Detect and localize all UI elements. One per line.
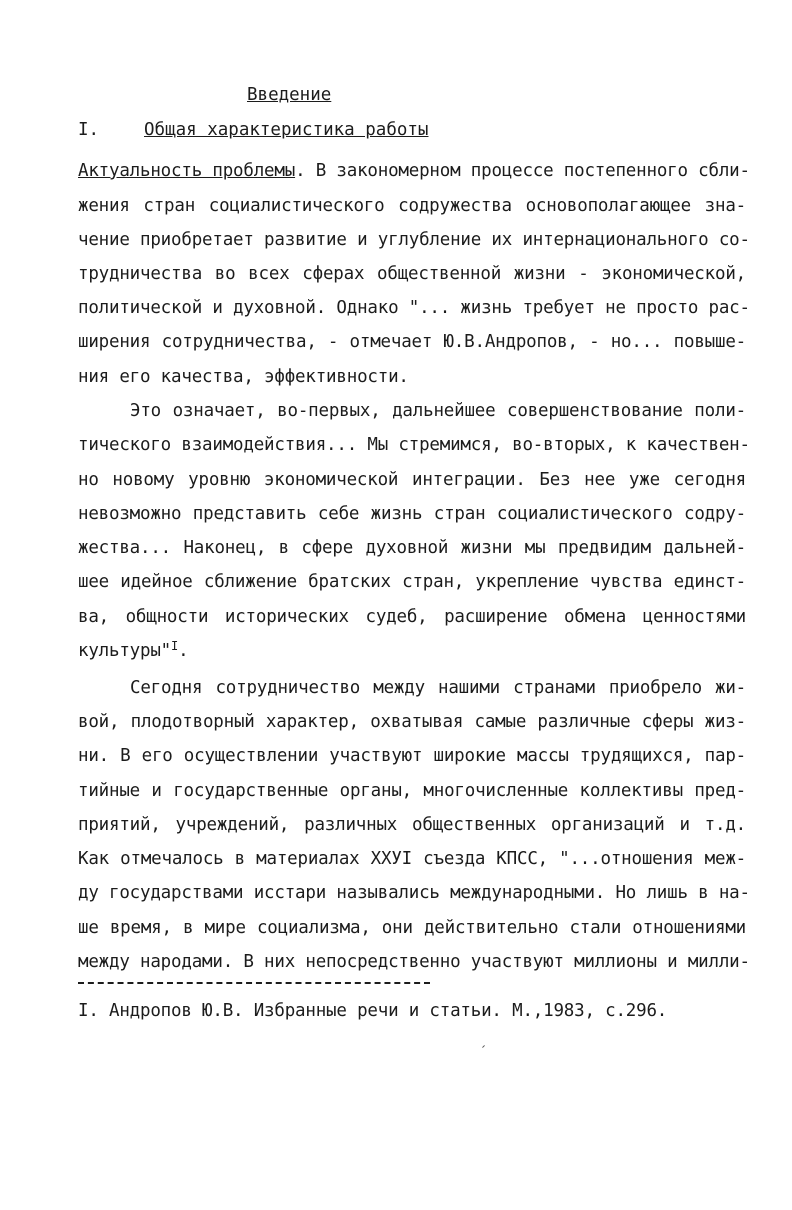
page-heading: Введение — [247, 85, 332, 105]
paragraph-2-line-4: невозможно представить себе жизнь стран социалистического содру- — [78, 504, 746, 524]
paragraph-2-line-8-end: . — [178, 641, 189, 661]
paragraph-2-line-5: жества... Наконец, в сфере духовной жизни мы предвидим дальней- — [78, 538, 746, 558]
paragraph-3-line-6: Как отмечалось в материалах XXУI съезда КПСС, "...отношения меж- — [78, 849, 746, 869]
paragraph-2-line-8-text: культуры" — [78, 641, 172, 661]
paragraph-3-line-4: тийные и государственные органы, многочисленные коллективы пред- — [78, 781, 746, 801]
paragraph-1-line-1 — [78, 160, 750, 182]
paragraph-1-line-4: трудничества во всех сферах общественной жизни - экономической, — [78, 264, 746, 284]
paragraph-1-line-5: политической и духовной. Однако "... жизнь требует не просто рас- — [78, 298, 750, 318]
paragraph-1-line-6: ширения сотрудничества, - отмечает Ю.В.Андропов, - но... повыше- — [78, 332, 746, 352]
section-title: Общая характеристика работы — [144, 120, 429, 140]
paragraph-2-line-6: шее идейное сближение братских стран, укрепление чувства единст- — [78, 572, 746, 592]
paragraph-3-line-9: между народами. В них непосредственно участвуют миллионы и милли- — [78, 952, 750, 972]
paragraph-3-line-7: ду государствами исстари назывались международными. Но лишь в на- — [78, 883, 750, 903]
paragraph-1-line-7: ния его качества, эффективности. — [78, 367, 409, 387]
paragraph-2-line-8 — [78, 640, 746, 662]
paragraph-3-line-1: Сегодня сотрудничество между нашими странами приобрело жи- — [130, 678, 746, 698]
paragraph-3-line-8: ше время, в мире социализма, они действительно стали отношениями — [78, 918, 746, 938]
scan-speck — [482, 1045, 485, 1048]
footnote-reference: I — [171, 639, 179, 653]
paragraph-3-line-3: ни. В его осуществлении участвуют широкие массы трудящихся, пар- — [78, 746, 746, 766]
paragraph-2-line-1: Это означает, во-первых, дальнейшее совершенствование поли- — [130, 401, 746, 421]
paragraph-2-line-3: но новому уровню экономической интеграции. Без нее уже сегодня — [78, 470, 746, 490]
footnote-separator — [78, 982, 430, 984]
footnote: I. Андропов Ю.В. Избранные речи и статьи. М.,1983, с.296. — [78, 1001, 668, 1021]
paragraph-1-lead: Актуальность проблемы — [78, 161, 296, 181]
paragraph-3-line-2: вой, плодотворный характер, охватывая самые различные сферы жиз- — [78, 712, 746, 732]
paragraph-3-line-5: приятий, учреждений, различных общественных организаций и т.д. — [78, 815, 746, 835]
paragraph-1-line-3: чение приобретает развитие и углубление их интернационального со- — [78, 230, 750, 250]
paragraph-2-line-7: ва, общности исторических судеб, расширение обмена ценностями — [78, 607, 746, 627]
paragraph-2-line-2: тического взаимодействия... Мы стремимся, во-вторых, к качествен- — [78, 435, 750, 455]
section-number: I. — [78, 120, 100, 140]
paragraph-1-line-2: жения стран социалистического содружества основополагающее зна- — [78, 196, 746, 216]
paragraph-1-line-1-text: . В закономерном процессе постепенного сбли- — [295, 161, 750, 181]
